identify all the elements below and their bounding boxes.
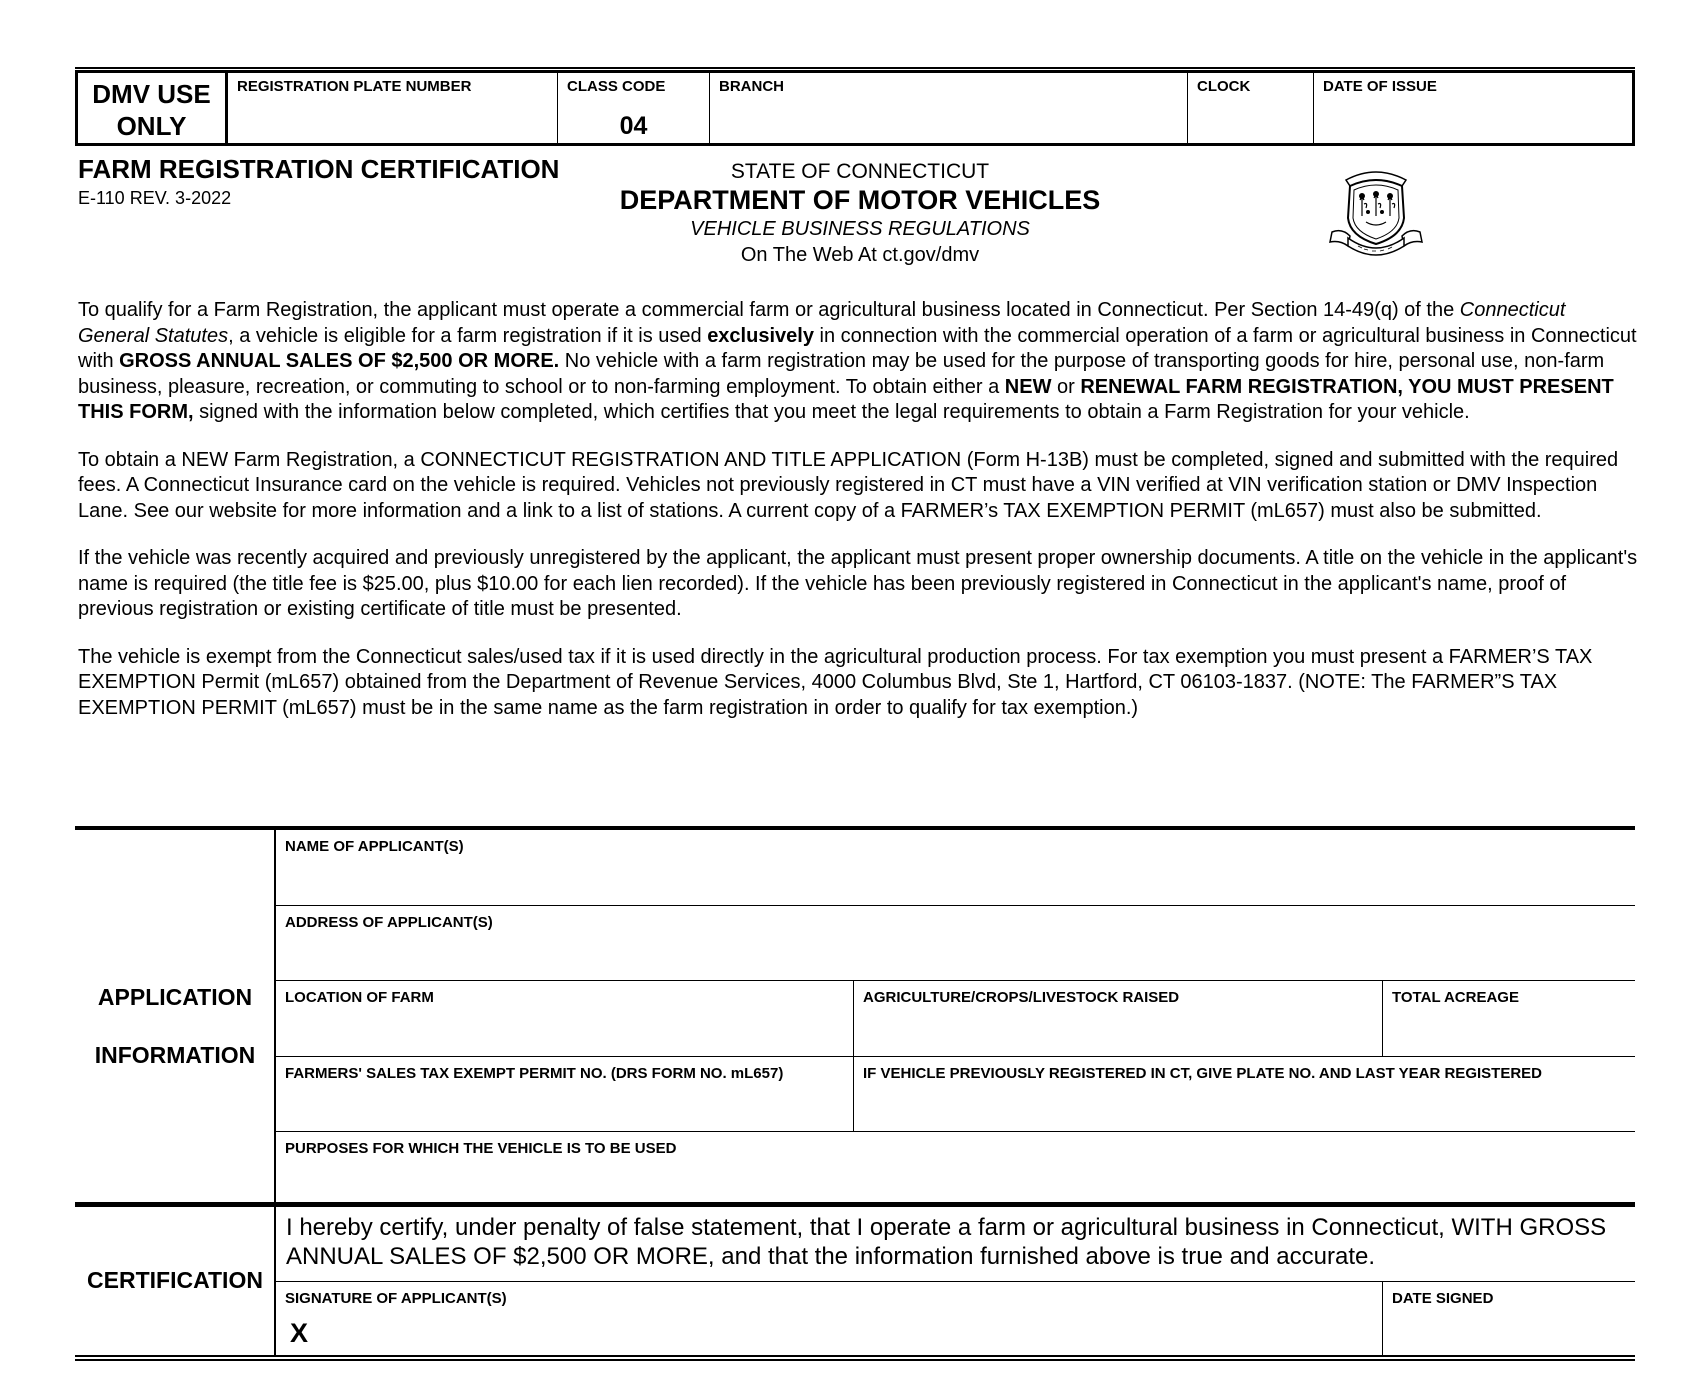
clock-label: CLOCK	[1197, 78, 1251, 95]
previous-registration-label: IF VEHICLE PREVIOUSLY REGISTERED IN CT, GIVE PLATE NO. AND LAST YEAR REGISTERED	[863, 1065, 1542, 1082]
address-of-applicant-label: ADDRESS OF APPLICANT(S)	[285, 914, 493, 931]
signature-field[interactable]	[276, 1282, 1383, 1355]
certification-statement: I hereby certify, under penalty of false statement, that I operate a farm or agricultural business in Connecticut, WITH GROSS ANNUAL SALES OF $2,500 OR MORE, and that the information furnished above is true and accurate.	[286, 1214, 1607, 1270]
signature-label: SIGNATURE OF APPLICANT(S)	[285, 1290, 507, 1307]
total-acreage-label: TOTAL ACREAGE	[1392, 989, 1519, 1006]
date-signed-field[interactable]	[1383, 1282, 1635, 1355]
date-of-issue-field[interactable]	[1314, 72, 1632, 143]
application-section-label	[75, 830, 276, 1205]
permit-and-previous-row	[276, 1057, 1635, 1132]
location-of-farm-label: LOCATION OF FARM	[285, 989, 434, 1006]
date-signed-label: DATE SIGNED	[1392, 1290, 1494, 1307]
dmv-use-line1: DMV USE	[92, 79, 211, 109]
location-of-farm-field[interactable]	[276, 981, 854, 1056]
class-code-value: 04	[619, 112, 648, 140]
sales-tax-permit-label: FARMERS' SALES TAX EXEMPT PERMIT NO. (DRS FORM NO. mL657)	[285, 1065, 784, 1082]
sales-tax-permit-field[interactable]	[276, 1057, 854, 1131]
name-of-applicant-field[interactable]	[276, 830, 1635, 906]
certification-section	[75, 1207, 1635, 1355]
paragraph-new-registration: To obtain a NEW Farm Registration, a CONNECTICUT REGISTRATION AND TITLE APPLICATION (Form H-13B) must be completed, signed and submitted with the required fees. A Connecticut Insurance card on the vehicle is required. Vehicles not previously registered in CT must have a VIN verified at VIN verification station or DMV Inspection Lane. See our website for more information and a link to a list of stations. A current copy of a FARMER’s TAX EXEMPTION PERMIT (mL657) must also be submitted.	[78, 448, 1619, 522]
date-of-issue-label: DATE OF ISSUE	[1323, 78, 1437, 95]
certification-label: CERTIFICATION	[87, 1267, 263, 1293]
paragraph-ownership: If the vehicle was recently acquired and previously unregistered by the applicant, the applicant must present proper ownership documents. A title on the vehicle in the applicant's name is required (the title fee is $25.00, plus $10.00 for each lien recorded). If the vehicle has been previously registered in Connecticut in the applicant's name, proof of previous registration or existing certificate of title must be presented.	[78, 547, 1638, 620]
division-name: VEHICLE BUSINESS REGULATIONS	[690, 218, 1030, 240]
name-of-applicant-label: NAME OF APPLICANT(S)	[285, 838, 464, 855]
website-line: On The Web At ct.gov/dmv	[740, 244, 980, 266]
branch-field[interactable]	[710, 72, 1188, 143]
total-acreage-field[interactable]	[1383, 981, 1635, 1056]
agriculture-raised-label: AGRICULTURE/CROPS/LIVESTOCK RAISED	[863, 989, 1180, 1006]
signature-x-mark: X	[290, 1318, 309, 1348]
farm-details-row	[276, 981, 1635, 1057]
instructions-body	[78, 298, 1638, 743]
paragraph-qualify: To qualify for a Farm Registration, the applicant must operate a commercial farm or agricultural business located in Connecticut. Per Section 14-49(q) of the Connecticut General Statutes, a vehicle is eligible for a farm registration if it is used exclusively in connection with the commercial operation of a farm or agricultural business in Connecticut with GROSS ANNUAL SALES OF $2,500 OR MORE. No vehicle with a farm registration may be used for the purpose of transporting goods for hire, personal use, non-farm business, pleasure, recreation, or commuting to school or to non-farming employment. To obtain either a NEW or RENEWAL FARM REGISTRATION, YOU MUST PRESENT THIS FORM, signed with the information below completed, which certifies that you meet the legal requirements to obtain a Farm Registration for your vehicle.	[78, 299, 1637, 423]
clock-field[interactable]	[1188, 72, 1314, 143]
application-information-section	[75, 826, 1635, 1205]
connecticut-seal-icon	[1328, 166, 1424, 260]
plate-number-field[interactable]	[228, 72, 558, 143]
certification-section-label	[75, 1207, 276, 1355]
dmv-use-only-label	[78, 72, 228, 143]
vehicle-purposes-label: PURPOSES FOR WHICH THE VEHICLE IS TO BE USED	[285, 1140, 677, 1157]
department-name: DEPARTMENT OF MOTOR VEHICLES	[619, 185, 1101, 215]
dmv-use-line2: ONLY	[116, 111, 187, 141]
paragraph-tax-exemption: The vehicle is exempt from the Connecticut sales/used tax if it is used directly in the agricultural production process. For tax exemption you must present a FARMER’S TAX EXEMPTION Permit (mL657) obtained from the Department of Revenue Services, 4000 Columbus Blvd, Ste 1, Hartford, CT 06103-1837. (NOTE: The FARMER”S TAX EXEMPTION PERMIT (mL657) must be in the same name as the farm registration in order to qualify for tax exemption.)	[78, 645, 1593, 719]
bottom-double-rule	[75, 1355, 1635, 1361]
signature-row	[276, 1281, 1635, 1355]
class-code-field[interactable]	[558, 72, 710, 143]
vehicle-purposes-field[interactable]	[276, 1132, 1635, 1205]
form-revision: E-110 REV. 3-2022	[78, 188, 232, 208]
dmv-use-only-box	[75, 72, 1635, 146]
plate-number-label: REGISTRATION PLATE NUMBER	[237, 78, 472, 95]
form-title: FARM REGISTRATION CERTIFICATION	[78, 154, 560, 184]
application-label-line2: INFORMATION	[94, 1042, 256, 1068]
application-label-line1: APPLICATION	[97, 984, 253, 1010]
agriculture-raised-field[interactable]	[854, 981, 1383, 1056]
previous-registration-field[interactable]	[854, 1057, 1635, 1131]
state-name: STATE OF CONNECTICUT	[730, 160, 990, 183]
class-code-label: CLASS CODE	[567, 78, 666, 95]
branch-label: BRANCH	[719, 78, 784, 95]
department-heading	[560, 160, 1160, 268]
address-of-applicant-field[interactable]	[276, 906, 1635, 981]
